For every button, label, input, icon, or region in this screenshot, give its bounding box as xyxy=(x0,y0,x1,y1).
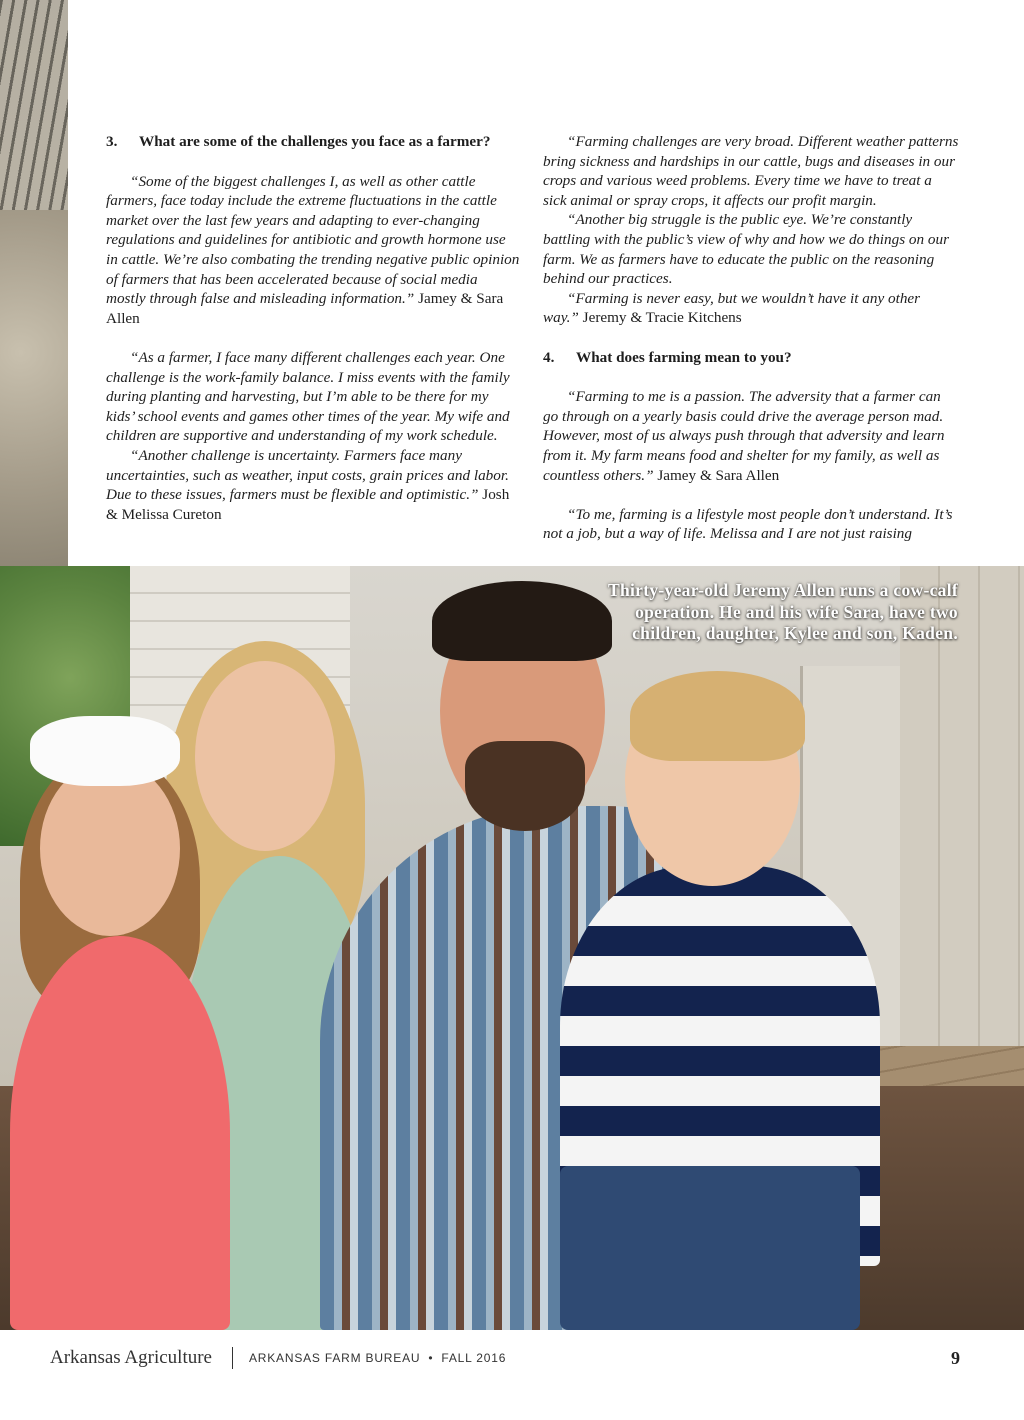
quote-paragraph: “To me, farming is a lifestyle most people don’t understand. It’s not a job, but a way of life. Melissa and I are not just raising xyxy=(543,505,953,543)
quote-attribution: Josh & Melissa Cureton xyxy=(106,486,510,523)
quote-paragraph xyxy=(106,172,520,329)
quote-paragraph xyxy=(106,446,520,524)
quote-attribution: Jamey & Sara Allen xyxy=(657,466,780,484)
edge-photo xyxy=(0,0,68,566)
issue-date: FALL 2016 xyxy=(441,1351,507,1365)
quote-paragraph: “Farming challenges are very broad. Different weather patterns bring sickness and hardships in our cattle, bugs and diseases in our crops and various weed problems. Every time we have to treat a sick animal or spray crops, it affects our profit margin. xyxy=(543,133,959,209)
left-column xyxy=(106,132,520,524)
separator-dot: • xyxy=(428,1351,434,1365)
edge-photo-railing xyxy=(0,0,68,210)
girl-hair-bow xyxy=(30,716,180,786)
publication-info xyxy=(249,1351,506,1365)
page-footer xyxy=(50,1346,960,1370)
girl-figure xyxy=(10,936,230,1330)
boy-hair xyxy=(630,671,805,761)
quote-attribution: Jamey & Sara Allen xyxy=(106,290,504,327)
quote-paragraph: “As a farmer, I face many different challenges each year. One challenge is the work-family balance. I miss events with the family during planting and harvesting, but I’m able to be there for my kids’ school events and games other times of the year. My wife and children are supportive and understanding of my work schedule. xyxy=(106,348,510,445)
quote-text: “Some of the biggest challenges I, as well as other cattle farmers, face today include the extreme fluctuations in the cattle market over the last few years and adapting to ever-changing regulations and guidelines for antibiotic and growth hormone use in cattle. We’re also combating the trending negative public opinion of farmers that has been accelerated because of social media mostly through false and misleading information.” xyxy=(106,172,520,308)
family-photo xyxy=(0,566,1024,1330)
right-column xyxy=(543,132,959,544)
question-text: What are some of the challenges you face as a farmer? xyxy=(139,133,491,150)
woman-face xyxy=(195,661,335,851)
man-hair xyxy=(432,581,612,661)
quote-text: “Farming to me is a passion. The adversity that a farmer can go through on a yearly basis could drive the average person mad. However, most of us always push through that adversity and learn from it. My farm means food and shelter for my family, as well as countless others.” xyxy=(543,388,945,484)
quote-attribution: Jeremy & Tracie Kitchens xyxy=(582,309,742,327)
edge-photo-ground xyxy=(0,210,68,566)
boy-legs xyxy=(560,1166,860,1330)
question-number: 3. xyxy=(106,133,118,150)
publisher-name: ARKANSAS FARM BUREAU xyxy=(248,1351,421,1365)
question-number: 4. xyxy=(543,348,555,366)
photo-caption: Thirty-year-old Jeremy Allen runs a cow-calf operation. He and his wife Sara, have two children, daughter, Kylee and son, Kaden. xyxy=(607,580,958,643)
question-3-heading xyxy=(106,132,520,152)
girl-face xyxy=(40,761,180,936)
quote-text: “Farming is never easy, but we wouldn’t have it any other way.” xyxy=(543,289,921,327)
magazine-title: Arkansas Agriculture xyxy=(50,1347,212,1368)
quote-text: “Another challenge is uncertainty. Farmers face many uncertainties, such as weather, input costs, grain prices and labor. Due to these issues, farmers must be flexible and optimistic.” xyxy=(106,446,509,504)
quote-paragraph xyxy=(543,387,959,485)
man-beard xyxy=(465,741,585,831)
quote-paragraph xyxy=(543,289,959,328)
footer-divider xyxy=(232,1347,233,1369)
page-number: 9 xyxy=(951,1347,960,1368)
quote-paragraph: “Another big struggle is the public eye. We’re constantly battling with the public’s view of why and how we do things on our farm. We as farmers have to educate the public on the reasoning behind our practices. xyxy=(543,211,949,288)
question-text: What does farming mean to you? xyxy=(576,348,792,366)
question-4-heading xyxy=(543,348,959,368)
